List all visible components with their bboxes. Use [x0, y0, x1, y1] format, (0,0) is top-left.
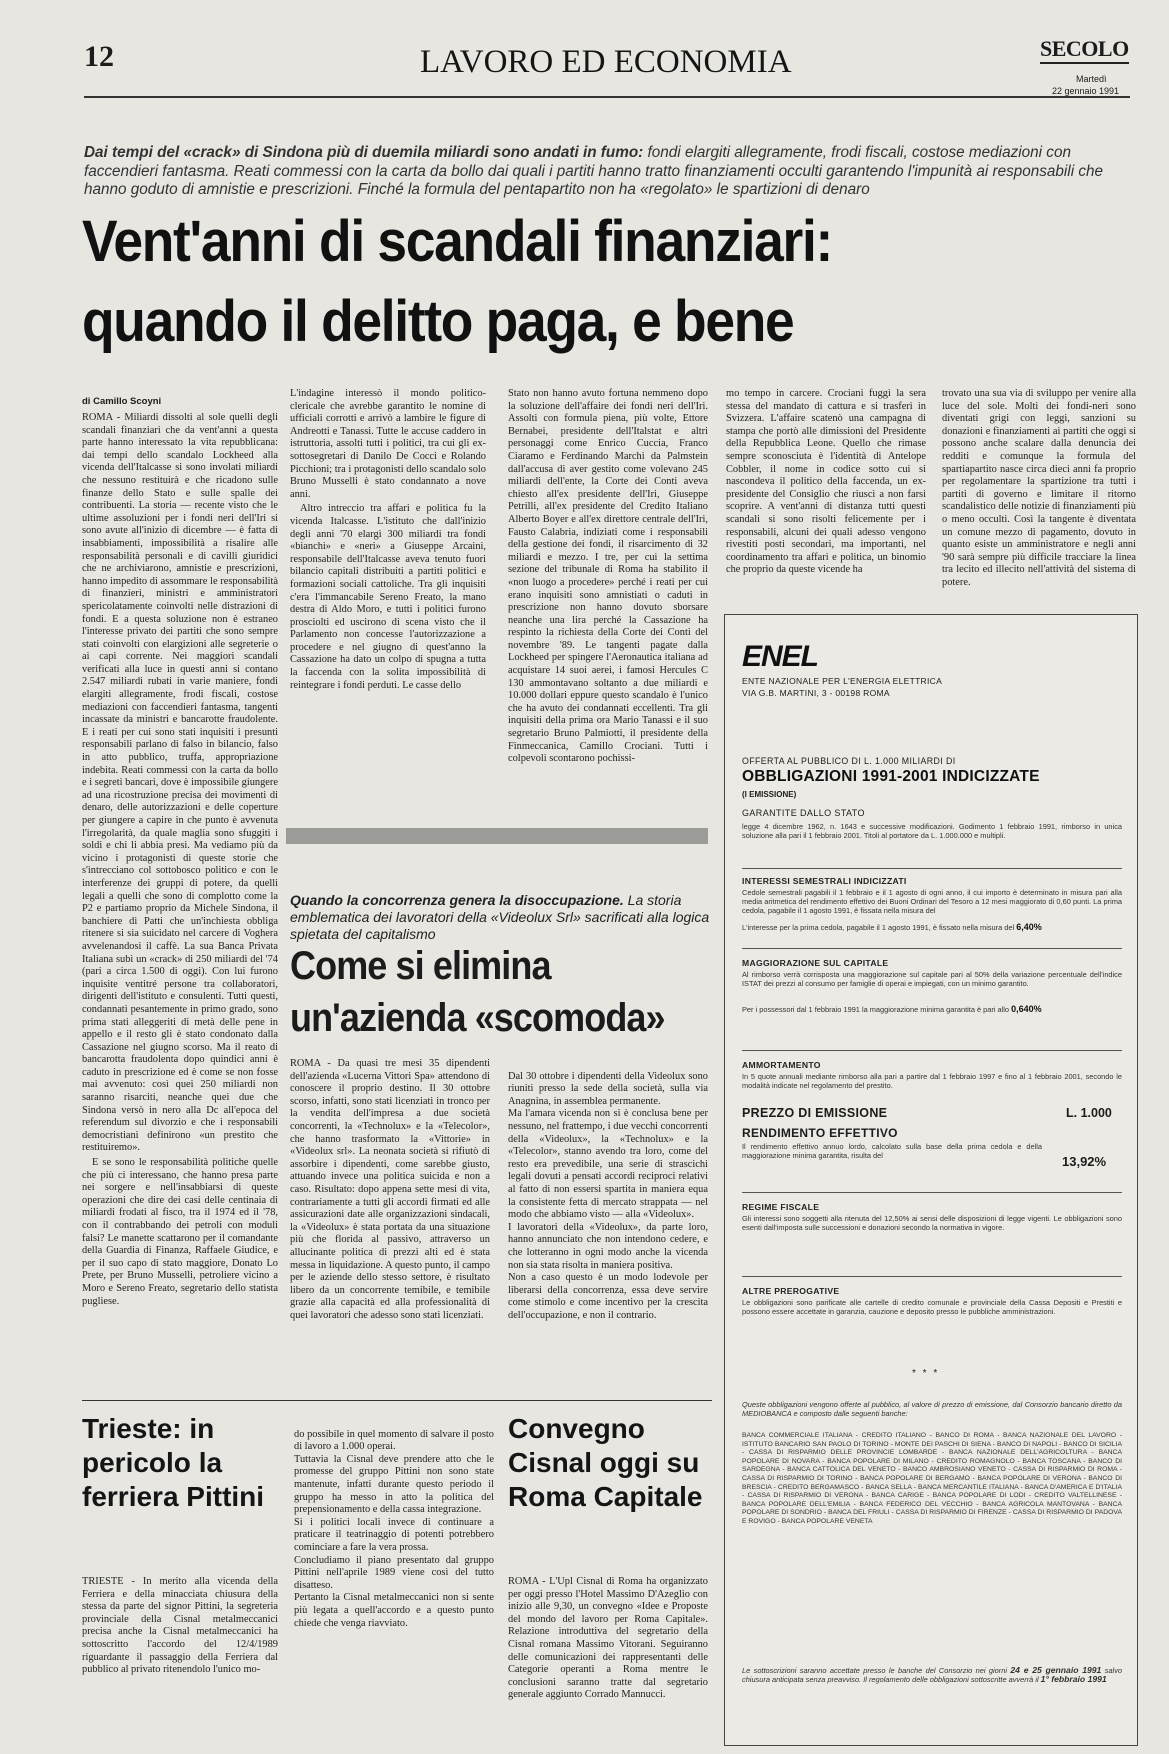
trieste-col-1-text: TRIESTE - In merito alla vicenda della Ferriera e della minacciata chiusura della stessa da parte del signor Pittini, la segreteria provinciale della Cisnal metalmeccanici precisa anche la Cisnal metalmeccanici ha sottoscritto l'accordo del 12/4/1989 riguardante il passaggio della Ferriera dal pubblico al privato ritenendolo l'unico mo- [82, 1576, 278, 1676]
trieste-col-1 [82, 1576, 278, 1746]
enel-ammortamento-text: In 5 quote annuali mediante rimborso alla pari a partire dal 1 febbraio 1997 e fino al 1 febbraio 2001, secondo le modalità indicate nel regolamento del prestito. [742, 1072, 1122, 1091]
videolux-col-1 [290, 1058, 490, 1390]
enel-first-coupon-label: L'interesse per la prima cedola, pagabile il 1 agosto 1991, è fissato nella misura del [742, 923, 1015, 932]
enel-company: ENTE NAZIONALE PER L'ENERGIA ELETTRICA [742, 676, 943, 686]
enel-subscription-prefix: Le sottoscrizioni saranno accettate presso le banche del Consorzio nei giorni [742, 1666, 1007, 1675]
enel-offer: OFFERTA AL PUBBLICO DI L. 1.000 MILIARDI DI [742, 756, 956, 766]
enel-interest-text: Cedole semestrali pagabili il 1 febbraio e il 1 agosto di ogni anno, il cui importo è determinato in misura pari alla media aritmetica del rendimento effettivo dei Buoni Ordinari del Tesoro a 12 mesi maggiorato di 0,60 punti. La prima cedola, pagabile il 1 agosto 1991, è fissata nella misura del [742, 888, 1122, 916]
enel-divider-4 [742, 1192, 1122, 1193]
enel-divider-1 [742, 868, 1122, 869]
section-title: LAVORO ED ECONOMIA [420, 44, 792, 80]
videolux-kicker-bold: Quando la concorrenza genera la disoccupazione. [290, 892, 624, 908]
enel-settlement-date: 1° febbraio 1991 [1040, 1674, 1107, 1685]
main-headline-line1: Vent'anni di scandali finanziari: [82, 209, 833, 274]
main-col-3 [508, 388, 708, 818]
enel-maggiorazione-row [742, 1004, 1122, 1014]
main-col-1-par-1: ROMA - Miliardi dissolti al sole quelli degli scandali finanziari che da vent'anni a questa parte hanno interessato la vita repubblicana: dai tempi dello scandalo Lockheed alla vicenda dell'Italcasse si sono involati miliardi che nessuno restituirà e che ricadono sulle finanze dello Stato e sulle spalle dei contribuenti. La storia — recente visto che le ultime assoluzioni per i fondi neri dell'Iri si sono avute all'inizio di dicembre — è fatta di insabbiamenti, impossibilità a risalire alle responsabilità personali e di cavilli giuridici che ne archiviarono, amnistie e prescrizioni, hanno impedito di assommare le responsabilità di finanzieri, ministri e amministratori spericolatamente coinvolti nelle distrazioni di fondi. E a questa soluzione non è estraneo l'interesse privato dei partiti che sono sempre stati coinvolti con elargizioni alle segreterie o ai capi corrente. Nei maggiori scandali verificati alla luce in questi anni si contano 2.547 miliardi rubati in varie maniere, fondi elargiti allegramente, frodi fiscali, costose mediazioni con faccendieri fantasma, tangenti incassate da ministri e bancarotte fraudolente. E i reati per cui sono stati inquisiti i presunti responsabili parlano di falso in bilancio, falso in atto pubblico, truffa, appropriazione indebita. Reati commessi con la carta da bollo e i segreti bancari, dove è impossibile giungere ad una ricostruzione precisa dei movimenti di denaro, delle autorizzazioni e delle coperture per giungere a capire in che punto è avvenuta l'irregolarità, da quale maglia sono sfuggiti i soldi e chi li abbia presi. Ma vediamo più da vicino i protagonisti di queste storie che s'intrecciano col sottobosco politico e con le interferenze dei gruppi di potere, da quelli legali a quelli che sono di complotto come la P2 e partiamo proprio da Michele Sindona, il banchiere di Patti che un'inchiesta obbliga ritenere si sia suicidato nel carcere di Voghera avvelenandosi il caffè. La sua Banca Privata Italiana subì un «crack» di 250 miliardi del '74 (pari a circa 1.500 di oggi). Con lui furono inquisite ventitré persone tra collaboratori, dirigenti dell'istituto e consulenti. Tutti questi, condannati pesantemente in primo grado, sono prima stati alleggeriti di metà delle pene in appello e il resto gli è stato condonato dalla Cassazione nel giugno scorso. Ma il reato di bancarotta fraudolenta dopo quindici anni è caduto in prescrizione ed è come se non fosse mai avvenuto: così quei 250 miliardi non saranno risarciti, neanche quei due che Sindona versò in nero alla Dc all'epoca del referendum sul divorzio e che i responsabili democristiani definirono «un prestito che restituiremo». [82, 412, 278, 1154]
date: 22 gennaio 1991 [1052, 86, 1120, 96]
videolux-headline-line1: Come si elimina [290, 944, 551, 988]
main-col-5-par-1: trovato una sua via di sviluppo per venire alla luce del sole. Molti dei fondi-neri sono diventati grigi con leggi, sanzioni su donazioni e finanziamenti ai partiti che oggi si possono anche scalare dalla denuncia dei redditi e comunque la formula del spartiapartito nasce circa dieci anni fa proprio per regolamentare la spartizione tra tutti i partiti di governo e limitare il ritorno scandalistico delle notizie di finanziamenti più o meno occulti. Così la tangente è diventata un comune mezzo di pagamento, dovuto in quanto esiste un amministratore e negli anni '90 sarà sempre più difficile tracciare la linea tra lecito ed illecito nell'attività del sistema di potere. [942, 388, 1136, 588]
videolux-col-2-text: Dal 30 ottobre i dipendenti della Videolux sono riuniti presso la sede della società, sulla via Anagnina, in assemblea permanente. Ma l'amara vicenda non si è conclusa bene per nessuno, nel frattempo, i due vecchi concorrenti della «Videolux», la «Technolux» e la «Telecolor», stanno avendo tra loro, come del resto era prevedibile, una serie di strascichi legali dovuti a pensati accordi reciproci relativi al fatto di non essersi spartita in maniera equa la consistente fetta di mercato strappata — nel modo che abbiamo visto — alla «Videolux». I lavoratori della «Videolux», da parte loro, hanno annunciato che non intendono cedere, e che lotteranno in ogni modo anche la vicenda non sia stata risolta in maniera positiva. Non a caso questo è un modo lodevole per liberarsi della concorrenza, essa deve servire come stimolo e come incentivo per la crescita dell'occupazione, e non il contrario. [508, 1070, 708, 1321]
enel-divider-5 [742, 1276, 1122, 1277]
enel-logo: ENEL [742, 640, 819, 673]
enel-maggiorazione-value: 0,640% [1011, 1004, 1042, 1014]
enel-guarantee-text: legge 4 dicembre 1962, n. 1643 e successive modificazioni. Godimento 1 febbraio 1991, rimborso in unica soluzione alla pari il 1 febbraio 2001. Titoli al portatore da L. 1.000.000 e multipli. [742, 822, 1122, 841]
trieste-headline: Trieste: in pericolo la ferriera Pittini [82, 1413, 265, 1512]
videolux-col-2 [508, 1058, 708, 1390]
enel-price-value: L. 1.000 [1066, 1106, 1112, 1120]
weekday: Martedì [1076, 74, 1107, 84]
cisnal-body [508, 1576, 708, 1746]
enel-ammortamento-head: AMMORTAMENTO [742, 1060, 821, 1070]
enel-regime-text: Gli interessi sono soggetti alla ritenuta del 12,50% ai sensi delle disposizioni di legge vigenti. Le obbligazioni sono esenti dall'imposta sulle successioni e donazioni secondo la normativa in vigore. [742, 1214, 1122, 1233]
main-col-4 [726, 388, 926, 588]
enel-subscription [742, 1666, 1122, 1706]
header-rule [84, 96, 1130, 98]
enel-price-label: PREZZO DI EMISSIONE [742, 1106, 888, 1120]
main-col-1-par-2: E se sono le responsabilità politiche quelle che più ci interessano, che hanno presa parte nei sorgere e nell'insabbiarsi di queste operazioni che dire dei casi delle centinaia di miliardi frodati al fisco, tra il 1974 ed il '78, con il contrabbando dei petroli con moduli falsi? Le manette scattarono per il comandante della Guardia di Finanza, Raffaele Giudice, e per il suo capo di stato maggiore, Donato Lo Prete, per Bruno Musselli, petroliere vicino a Moro e Sereno Freato, segretario dello statista pugliese. [82, 1157, 278, 1307]
enel-stars: * * * [912, 1368, 940, 1379]
masthead: SECOLO [1040, 36, 1129, 64]
enel-regime-head: REGIME FISCALE [742, 1202, 820, 1212]
enel-yield-label: RENDIMENTO EFFETTIVO [742, 1126, 898, 1140]
main-col-3-par-1: Stato non hanno avuto fortuna nemmeno dopo la soluzione dell'affaire dei fondi neri dell'Iri. Assolti con formula piena, più volte, Ettore Bernabei, presidente dell'Italstat e altri personaggi come Enrico Cuccia, Franco Ciaramo e Ferdinando Marchi da Palmstein dall'accusa di aver gestito come volevano 245 miliardi dell'ente, la Corte dei Conti aveva chiesto all'ex presidente dell'Iri, Giuseppe Petrilli, all'ex presidente del Credito Italiano Alberto Boyer e all'ex direttore centrale dell'Iri, Fausto Calabria, indiziati come i responsabili della gestione dei fondi, il risarcimento di 32 miliardi e mezzo. I tre, per cui la settima sezione del tribunale di Roma ha stabilito il «non luogo a procedere» perché i reati per cui erano inquisiti sono amnistiati o caduti in prescrizione non hanno dovuto sborsare neanche una lira perché la Cassazione ha respinto la richiesta della Corte dei Conti del novembre '89. Le tangenti pagate dalla Lockheed per spingere l'Aeronautica italiana ad acquistare 14 suoi aerei, i famosi Hercules C 130 ammontavano soltanto a due miliardi e 10.000 dollari eppure questo scandalo è l'unico che ha avuto dei condannati eccellenti. Tra gli inquisiti della prima ora Mario Tanassi e il suo segretario Bruno Palmiotti, il presidente della Finmeccanica, Camillo Crociani. Tutti i colpevoli scontarono pochissi- [508, 388, 708, 765]
enel-yield-text: Il rendimento effettivo annuo lordo, calcolato sulla base della prima cedola e della maggiorazione minima garantita, risulta del [742, 1142, 1042, 1161]
trieste-col-2 [294, 1416, 494, 1746]
enel-subtitle: (I EMISSIONE) [742, 790, 797, 799]
enel-placement-text: Queste obbligazioni vengono offerte al pubblico, al valore di prezzo di emissione, dal Consorzio bancario diretto da MEDIOBANCA e composto dalle seguenti banche: [742, 1400, 1122, 1419]
main-kicker-rest: fondi elargiti allegramente, frodi fiscali, costose mediazioni con faccendieri fantasma. Reati commessi con la carta da bollo dai quali i partiti hanno tratto finanziamenti occulti garantendo l'impunità ai responsabili che hanno goduto di amnistie e prescrizioni. Finché la formula del pentapartito non ha «regolato» le spartizioni di denaro [84, 144, 1104, 198]
enel-prerogative-head: ALTRE PREROGATIVE [742, 1286, 840, 1296]
bottom-rule [82, 1400, 712, 1401]
enel-banks-text: BANCA COMMERCIALE ITALIANA - CREDITO ITALIANO - BANCO DI ROMA - BANCA NAZIONALE DEL LAVORO - ISTITUTO BANCARIO SAN PAOLO DI TORINO - MONTE DEI PASCHI DI SIENA - BANCO DI NAPOLI - BANCO DI SICILIA - CASSA DI RISPARMIO DELLE PROVINCIE LOMBARDE - BANCA NAZIONALE DELL'AGRICOLTURA - BANCA POPOLARE DI NOVARA - BANCA POPOLARE DI MILANO - CREDITO ROMAGNOLO - BANCA TOSCANA - BANCO DI SARDEGNA - BANCA CATTOLICA DEL VENETO - BANCO AMBROSIANO VENETO - CASSA DI RISPARMIO DI ROMA - CASSA DI RISPARMIO DI TORINO - BANCA POPOLARE DI BERGAMO - BANCA POPOLARE DI VERONA - BANCO DI BRESCIA - CREDITO BERGAMASCO - BANCA SELLA - BANCA MERCANTILE ITALIANA - BANCA D'AMERICA E D'ITALIA - CASSA DI RISPARMIO DI VERONA - BANCA CARIGE - BANCA POPOLARE DI LODI - CREDITO VALTELLINESE - BANCA POPOLARE DELL'EMILIA - BANCA FEDERICO DEL VECCHIO - BANCA AGRICOLA MANTOVANA - BANCA POPOLARE DI SONDRIO - BANCA DEL FRIULI - CASSA DI RISPARMIO DI FIRENZE - CASSA DI RISPARMIO DI PADOVA E ROVIGO - BANCA POPOLARE VENETA [742, 1432, 1122, 1525]
enel-maggiorazione-head: MAGGIORAZIONE SUL CAPITALE [742, 958, 889, 968]
enel-first-coupon-value: 6,40% [1016, 922, 1042, 932]
videolux-col-1-text: ROMA - Da quasi tre mesi 35 dipendenti dell'azienda «Lucerna Vittori Spa» attendono di conoscere il proprio destino. Il 30 ottobre scorso, infatti, sono stati licenziati in tronco per la vendita dell'impresa a due società concorrenti, la «Technolux» e la «Telecolor», che hanno trasformato la «Vittorie» in «Videolux srl». La neonata società si rifiutò di assorbire i dipendenti, come sarebbe giusto, attuando invece una politica suicida e non a caso. Risultato: dopo appena sette mesi di vita, contrariamente a tutti gli accordi firmati ed alle assicurazioni date alle organizzazioni sindacali, la «Videolux» è stata portata da una situazione più che florida al passivo, attraverso un allucinante politica di prezzi alti ed è stata messa in liquidazione. A questo punto, il campo per le aziende dello stesso settore, è risultato libero da un concorrente temibile, e temibile grazie alla capacità ed alla professionalità di quei lavoratori che adesso sono stati licenziati. [290, 1058, 490, 1321]
enel-maggiorazione-label: Per i possessori dal 1 febbraio 1991 la maggiorazione minima garantita è pari allo [742, 1005, 1010, 1014]
main-col-5 [942, 388, 1136, 588]
enel-prerogative-text: Le obbligazioni sono parificate alle cartelle di credito comunale e provinciale della Cassa Depositi e Prestiti e possono essere accettate in garanzia, cauzione e deposito presso le pubbliche amministrazioni. [742, 1298, 1122, 1317]
videolux-kicker [290, 892, 710, 943]
byline: di Camillo Scoyni [82, 396, 162, 407]
cisnal-body-text: ROMA - L'Upl Cisnal di Roma ha organizzato per oggi presso l'Hotel Massimo D'Azeglio con inizio alle 9,30, un convegno «Idee e Proposte del mondo del lavoro per Roma Capitale». Relazione introduttiva del segretario della Cisnal romana Massimo Vitorani. Seguiranno delle comunicazioni dei rappresentanti delle Categorie operanti a Roma mentre le conclusioni saranno tratte dal segretario generale aggiunto Corrado Mannucci. [508, 1576, 708, 1701]
enel-subscription-suffix: salvo chiusura anticipata senza preavviso. Il regolamento delle obbligazioni sottoscritte avverrà il [742, 1666, 1122, 1685]
enel-subscription-dates: 24 e 25 gennaio 1991 [1010, 1666, 1102, 1675]
enel-title: OBBLIGAZIONI 1991-2001 INDICIZZATE [742, 768, 1040, 785]
main-kicker-bold: Dai tempi del «crack» di Sindona più di duemila miliardi sono andati in fumo: [84, 144, 644, 161]
enel-yield-value: 13,92% [1062, 1154, 1107, 1169]
main-col-4-par-1: mo tempo in carcere. Crociani fuggì la sera stessa del mandato di cattura e si trasferì in Svizzera. L'affaire scatenò una campagna di stampa che portò alle dimissioni del Presidente della Repubblica Leone. Quello che rimase sempre sconosciuta è l'identità di Antelope Cobbler, il nome in codice sotto cui si nascondeva il politico della faccenda, un ex-presidente del Consiglio che riuscì a non farsi scoprire. A vent'anni di distanza tutti questi scandali si sono risolti felicemente per i responsabili, alcuni dei quali adesso vengono rivestiti posti secondari, ma importanti, nel coordinamento tra affari e politica, un binomio che proprio da queste vicende ha [726, 388, 926, 576]
enel-divider-3 [742, 1050, 1122, 1051]
main-col-2-par-1: L'indagine interessò il mondo politico-clericale che avrebbe garantito le nomine di ufficiali corrotti e arrivò a lambire le figure di Andreotti e Tanassi. Tutte le accuse caddero in istruttoria, assolti tutti i politici, tra cui gli ex-sottosegretari di Danilo De Cocci e Rolando Picchioni; tra i protagonisti dello scandalo solo Bruno Musselli è stato condannato a nove anni. [290, 388, 486, 500]
enel-guarantee: GARANTITE DALLO STATO [742, 808, 865, 818]
main-col-1 [82, 412, 278, 1412]
main-col-2 [290, 388, 486, 828]
videolux-kicker-rest: La storia emblematica dei lavoratori della «Videolux Srl» sacrificati alla logica spietata del capitalismo [290, 892, 710, 942]
separator-bar [286, 828, 708, 844]
main-kicker [84, 144, 1124, 200]
videolux-headline-line2: un'azienda «scomoda» [290, 996, 665, 1040]
main-col-2-par-2: Altro intreccio tra affari e politica fu la vicenda Italcasse. L'istituto che dall'inizio degli anni '70 elargì 300 miliardi tra fondi «bianchi» e «neri» a Giuseppe Arcaini, responsabile dell'Italcasse aveva tenuto fuori bilancio capitali distribuiti a partiti politici e formazioni sociali cattoliche. Tra gli inquisiti c'era l'immancabile Sereno Freato, la mano destra di Aldo Moro, e tutti i politici furono prosciolti ed uscirono di scena visto che il Parlamento non concesse l'autorizzazione a procedere e nel giugno di quest'anno la Cassazione ha dato un colpo di spugna a tutta la faccenda con la solita impossibilità di reintegrare i fondi perduti. Le casse dello [290, 503, 486, 691]
enel-interest-head: INTERESSI SEMESTRALI INDICIZZATI [742, 876, 907, 886]
main-headline-line2: quando il delitto paga, e bene [82, 289, 794, 354]
enel-maggiorazione-text: Al rimborso verrà corrisposta una maggiorazione sul capitale pari al 50% della variazione percentuale dell'indice ISTAT dei prezzi al consumo per famiglie di operai e impiegati, con un minimo garantito. [742, 970, 1122, 989]
enel-first-coupon-row [742, 922, 1122, 932]
trieste-col-2-text: do possibile in quel momento di salvare il posto di lavoro a 1.000 operai. Tuttavia la Cisnal deve prendere atto che le promesse del gruppo Pittini non sono state mantenute, infatti durante questo periodo il gruppo ha messo in atto la politica del prepensionamento e della cassa integrazione. Si i politici locali invece di continuare a praticare il teatrinaggio di potenti potrebbero cominciare a fare la vera prossa. Concludiamo il piano presentato dal gruppo Pittini nell'aprile 1989 viene così del tutto disatteso. Pertanto la Cisnal metalmeccanici non si sente più legata a quell'accordo e a questo punto chiede che venga riavviato. [294, 1428, 494, 1629]
cisnal-headline: Convegno Cisnal oggi su Roma Capitale [508, 1413, 703, 1512]
page-number: 12 [84, 40, 114, 73]
enel-address: VIA G.B. MARTINI, 3 - 00198 ROMA [742, 688, 890, 698]
enel-divider-2 [742, 948, 1122, 949]
